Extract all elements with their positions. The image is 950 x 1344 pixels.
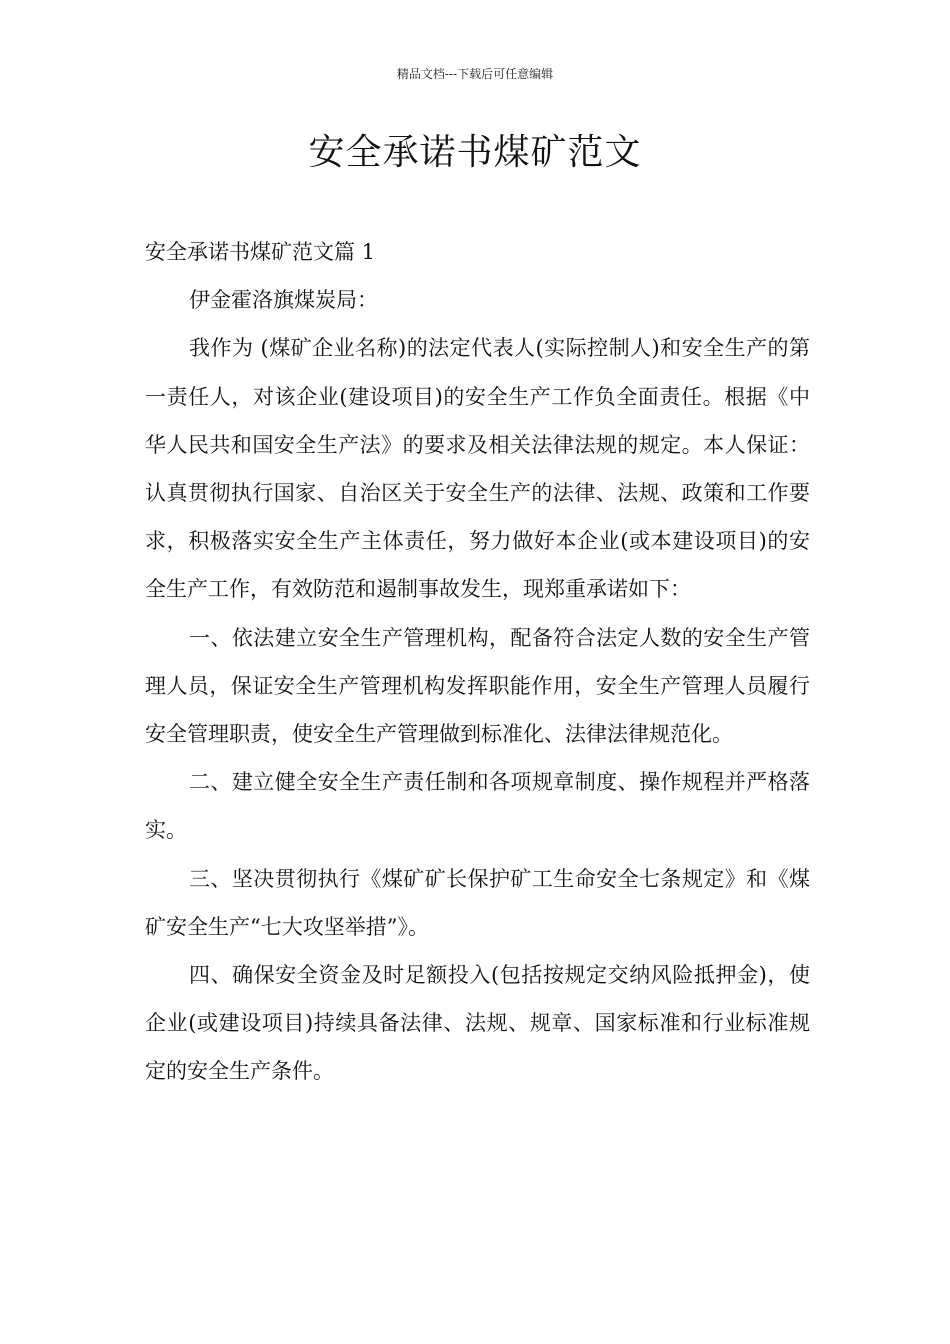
section-heading: 安全承诺书煤矿范文篇 1 bbox=[145, 240, 376, 264]
paragraph-intro: 我作为 (煤矿企业名称)的法定代表人(实际控制人)和安全生产的第一责任人，对该企业(建设项目)的安全生产工作负全面责任。根据《中华人民共和国安全生产法》的要求及相关法律法规的规定。本人保证：认真贯彻执行国家、自治区关于安全生产的法律、法规、政策和工作要求，积极落实安全生产主体责任，努力做好本企业(或本建设项目)的安全生产工作，有效防范和遏制事故发生，现郑重承诺如下： bbox=[145, 336, 810, 602]
paragraph-item-3: 三、坚决贯彻执行《煤矿矿长保护矿工生命安全七条规定》和《煤矿安全生产“七大攻坚举措”》。 bbox=[145, 866, 810, 939]
paragraph-item-4: 四、确保安全资金及时足额投入(包括按规定交纳风险抵押金)，使企业(或建设项目)持续具备法律、法规、规章、国家标准和行业标准规定的安全生产条件。 bbox=[145, 963, 810, 1084]
addressee: 伊金霍洛旗煤炭局： bbox=[189, 288, 378, 313]
paragraph-item-2: 二、建立健全安全生产责任制和各项规章制度、操作规程并严格落实。 bbox=[145, 770, 810, 843]
paragraph-item-1: 一、依法建立安全生产管理机构，配备符合法定人数的安全生产管理人员，保证安全生产管理机构发挥职能作用，安全生产管理人员履行安全管理职责，使安全生产管理做到标准化、法律法律规范化。 bbox=[145, 625, 810, 747]
document-body bbox=[145, 228, 810, 1096]
header-note: 精品文档---下载后可任意编辑 bbox=[396, 67, 554, 81]
page-title: 安全承诺书煤矿范文 bbox=[308, 132, 642, 173]
